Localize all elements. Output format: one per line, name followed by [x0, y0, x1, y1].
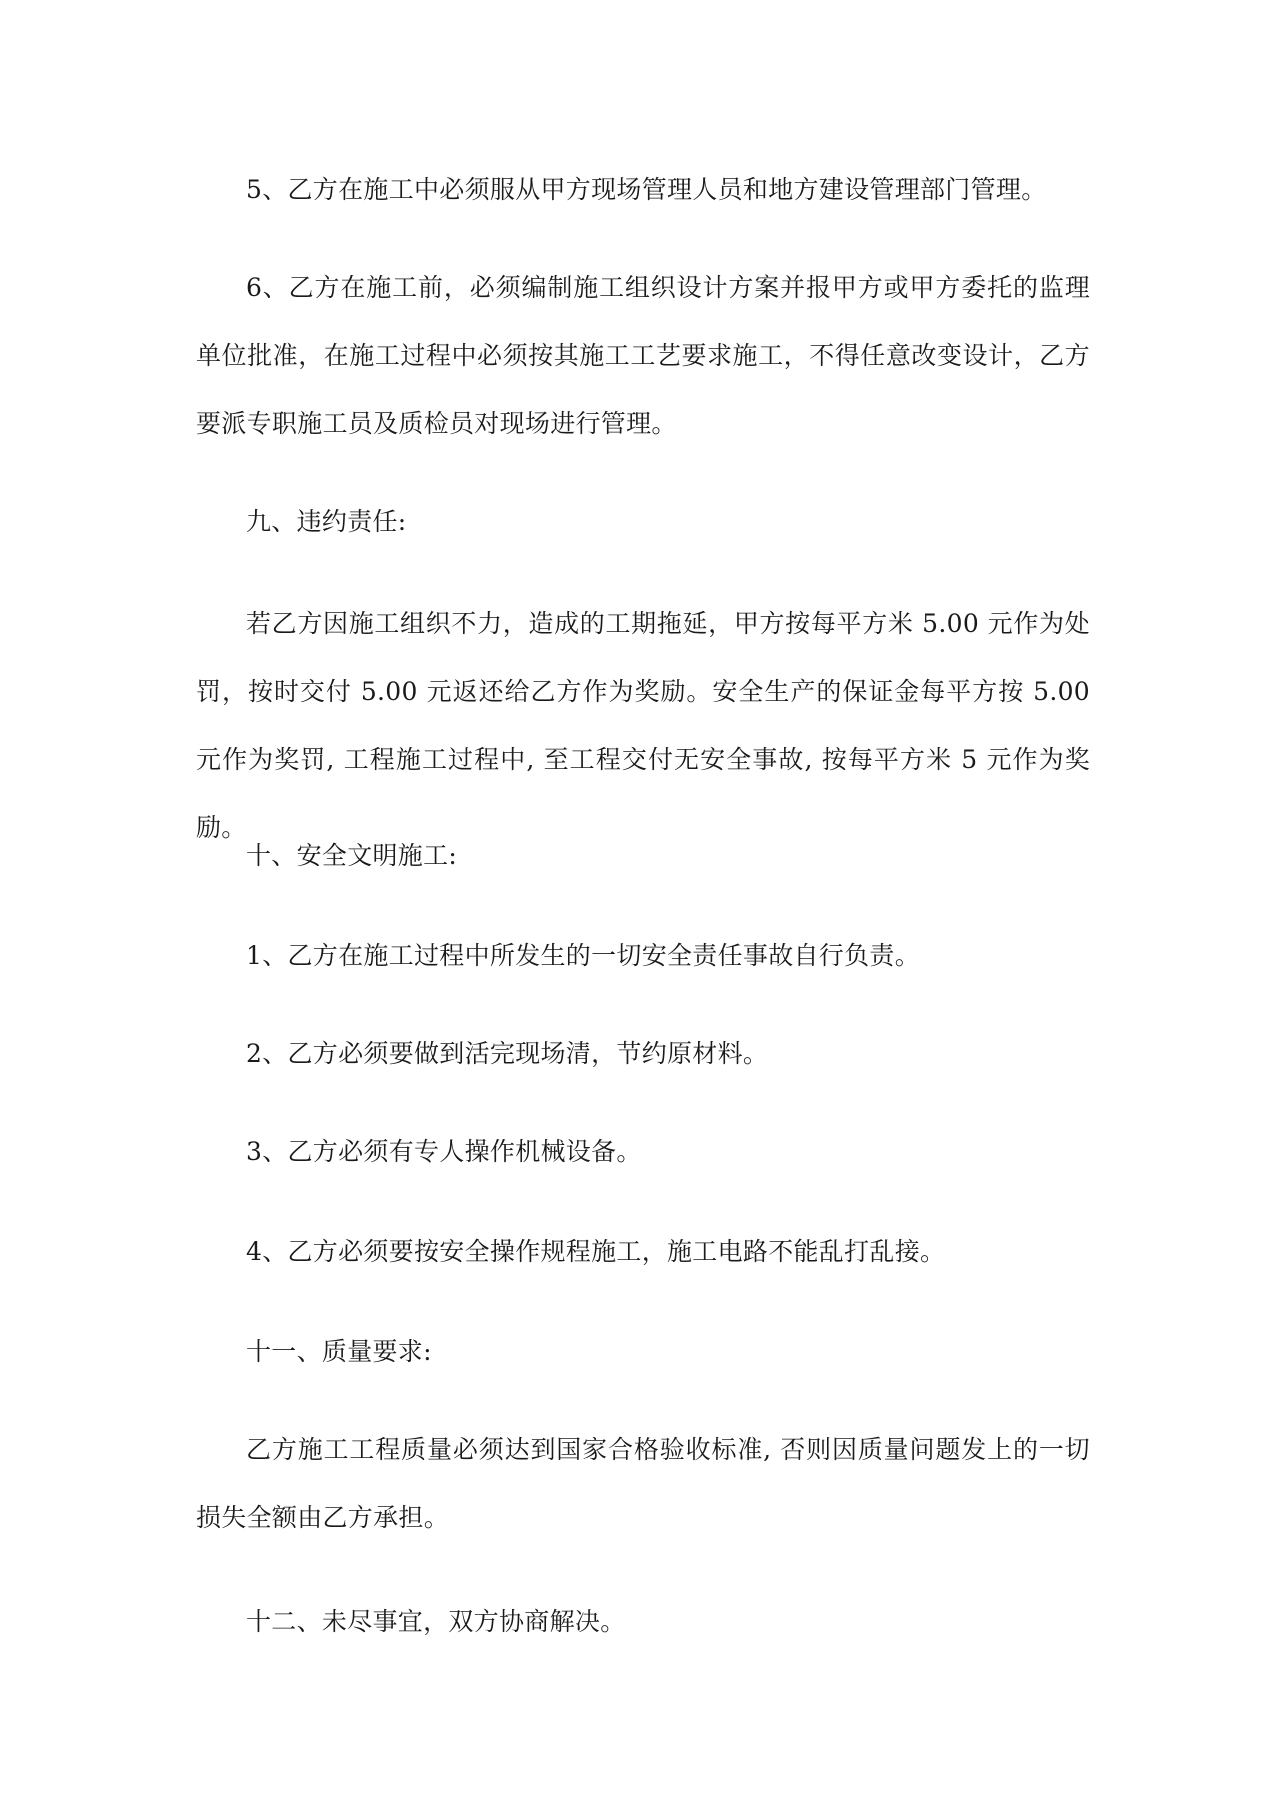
- section-heading-safety: 十、安全文明施工:: [246, 841, 458, 870]
- safety-clause-4: 4、乙方必须要按安全操作规程施工，施工电路不能乱打乱接。: [246, 1237, 946, 1266]
- safety-clause-1: 1、乙方在施工过程中所发生的一切安全责任事故自行负责。: [246, 941, 921, 970]
- section-heading-liability: 九、违约责任:: [246, 507, 407, 536]
- quality-paragraph: 乙方施工工程质量必须达到国家合格验收标准, 否则因质量问题发上的一切损失全额由乙方承担。: [196, 1435, 1090, 1532]
- safety-clause-2: 2、乙方必须要做到活完现场清，节约原材料。: [246, 1039, 769, 1068]
- liability-paragraph: 若乙方因施工组织不力，造成的工期拖延，甲方按每平方米 5.00 元作为处罚，按时交付 5.00 元返还给乙方作为奖励。安全生产的保证金每平方按 5.00 元作为奖罚, 工程施工过程中, 至工程交付无安全事故, 按每平方米 5 元作为奖励。: [196, 609, 1090, 842]
- clause-5-site-management: 5、乙方在施工中必须服从甲方现场管理人员和地方建设管理部门管理。: [246, 175, 1047, 204]
- section-heading-other-matters: 十二、未尽事宜，双方协商解决。: [246, 1607, 626, 1636]
- safety-clause-3: 3、乙方必须有专人操作机械设备。: [246, 1137, 642, 1166]
- clause-6-construction-plan: 6、乙方在施工前，必须编制施工组织设计方案并报甲方或甲方委托的监理单位批准，在施工过程中必须按其施工工艺要求施工，不得任意改变设计，乙方要派专职施工员及质检员对现场进行管理。: [196, 273, 1090, 438]
- section-heading-quality: 十一、质量要求:: [246, 1337, 432, 1366]
